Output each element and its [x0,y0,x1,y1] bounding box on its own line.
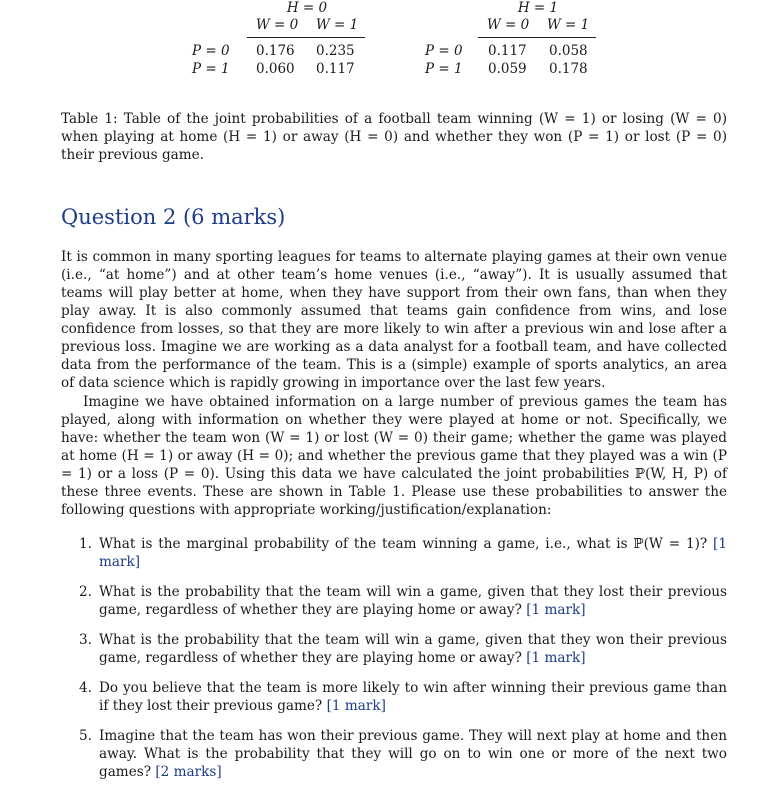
table-caption: Table 1: Table of the joint probabilities of a football team winning (W = 1) or losing (W = 0) when playing at home (H = 1) or away (H = 0) and whether they won (P = 1) or lost (P = 0) their previous game. [61,111,727,163]
question-number: 3. [79,632,92,648]
table-cell: 0.176 [256,43,295,59]
table-row-label: P = 1 [192,61,230,77]
table-col-header: W = 1 [315,17,359,33]
question-text: What is the marginal probability of the team winning a game, i.e., what is ℙ(W = 1)? [99,536,708,552]
list-item [61,679,727,715]
question-marks: [2 marks] [155,764,222,780]
table-rule [478,37,596,38]
question-number: 1. [79,536,92,552]
table-cell: 0.117 [316,61,355,77]
question-marks: [1 mark] [526,650,586,666]
list-item [61,727,727,781]
paragraph-data: Imagine we have obtained information on a large number of previous games the team has played, along with information on whether they were played at home or not. Specifically, we have: whether the team won (W = 1) or lost (W = 0) their game; whether the game was played at home (H = 1) or away (H = 0); and whether the previous game that they played was a win (P = 1) or a loss (P = 0). Using this data we have calculated the joint probabilities ℙ(W, H, P) of these three events. These are shown in Table 1. Please use these probabilities to answer the following questions with appropriate working/justification/explanation: [61,394,727,518]
table-cell: 0.058 [549,43,588,59]
question-text: What is the probability that the team will win a game, given that they lost their previous game, regardless of whether they are playing home or away? [99,584,727,618]
question-text: What is the probability that the team will win a game, given that they won their previous game, regardless of whether they are playing home or away? [99,632,727,666]
question-text: Imagine that the team has won their previous game. They will next play at home and then away. What is the probability that they will go on to win one or more of the next two games? [99,728,727,780]
table-group-label: H = 0 [286,0,328,16]
section-title: Question 2 (6 marks) [61,205,286,229]
table-col-header: W = 1 [546,17,590,33]
question-number: 4. [79,680,92,696]
paragraph-intro: It is common in many sporting leagues for teams to alternate playing games at their own venue (i.e., “at home”) and at other team’s home venues (i.e., “away”). It is usually assumed that teams will play better at home, when they have support from their own fans, than when they play away. It is also commonly assumed that teams gain confidence from wins, and lose confidence from losses, so that they are more likely to win after a previous win and lose after a previous loss. Imagine we are working as a data analyst for a football team, and have collected data from the performance of the team. This is a (simple) example of sports analytics, an area of data science which is rapidly growing in importance over the last few years. [61,249,727,391]
table-group-label: H = 1 [517,0,559,16]
table-cell: 0.117 [488,43,527,59]
table-row-label: P = 0 [425,43,463,59]
table-cell: 0.059 [488,61,527,77]
question-marks: [1 mark] [326,698,386,714]
table-col-header: W = 0 [255,17,299,33]
list-item [61,631,727,667]
list-item [61,583,727,619]
question-text: Do you believe that the team is more likely to win after winning their previous game than if they lost their previous game? [99,680,727,714]
table-cell: 0.178 [549,61,588,77]
table-row-label: P = 0 [192,43,230,59]
question-marks: [1 mark] [99,536,727,570]
question-number: 5. [79,728,92,744]
table-row-label: P = 1 [425,61,463,77]
table-col-header: W = 0 [486,17,530,33]
table-rule [247,37,365,38]
question-marks: [1 mark] [526,602,586,618]
table-cell: 0.235 [316,43,355,59]
question-list [61,535,727,793]
list-item [61,535,727,571]
question-number: 2. [79,584,92,600]
table-cell: 0.060 [256,61,295,77]
